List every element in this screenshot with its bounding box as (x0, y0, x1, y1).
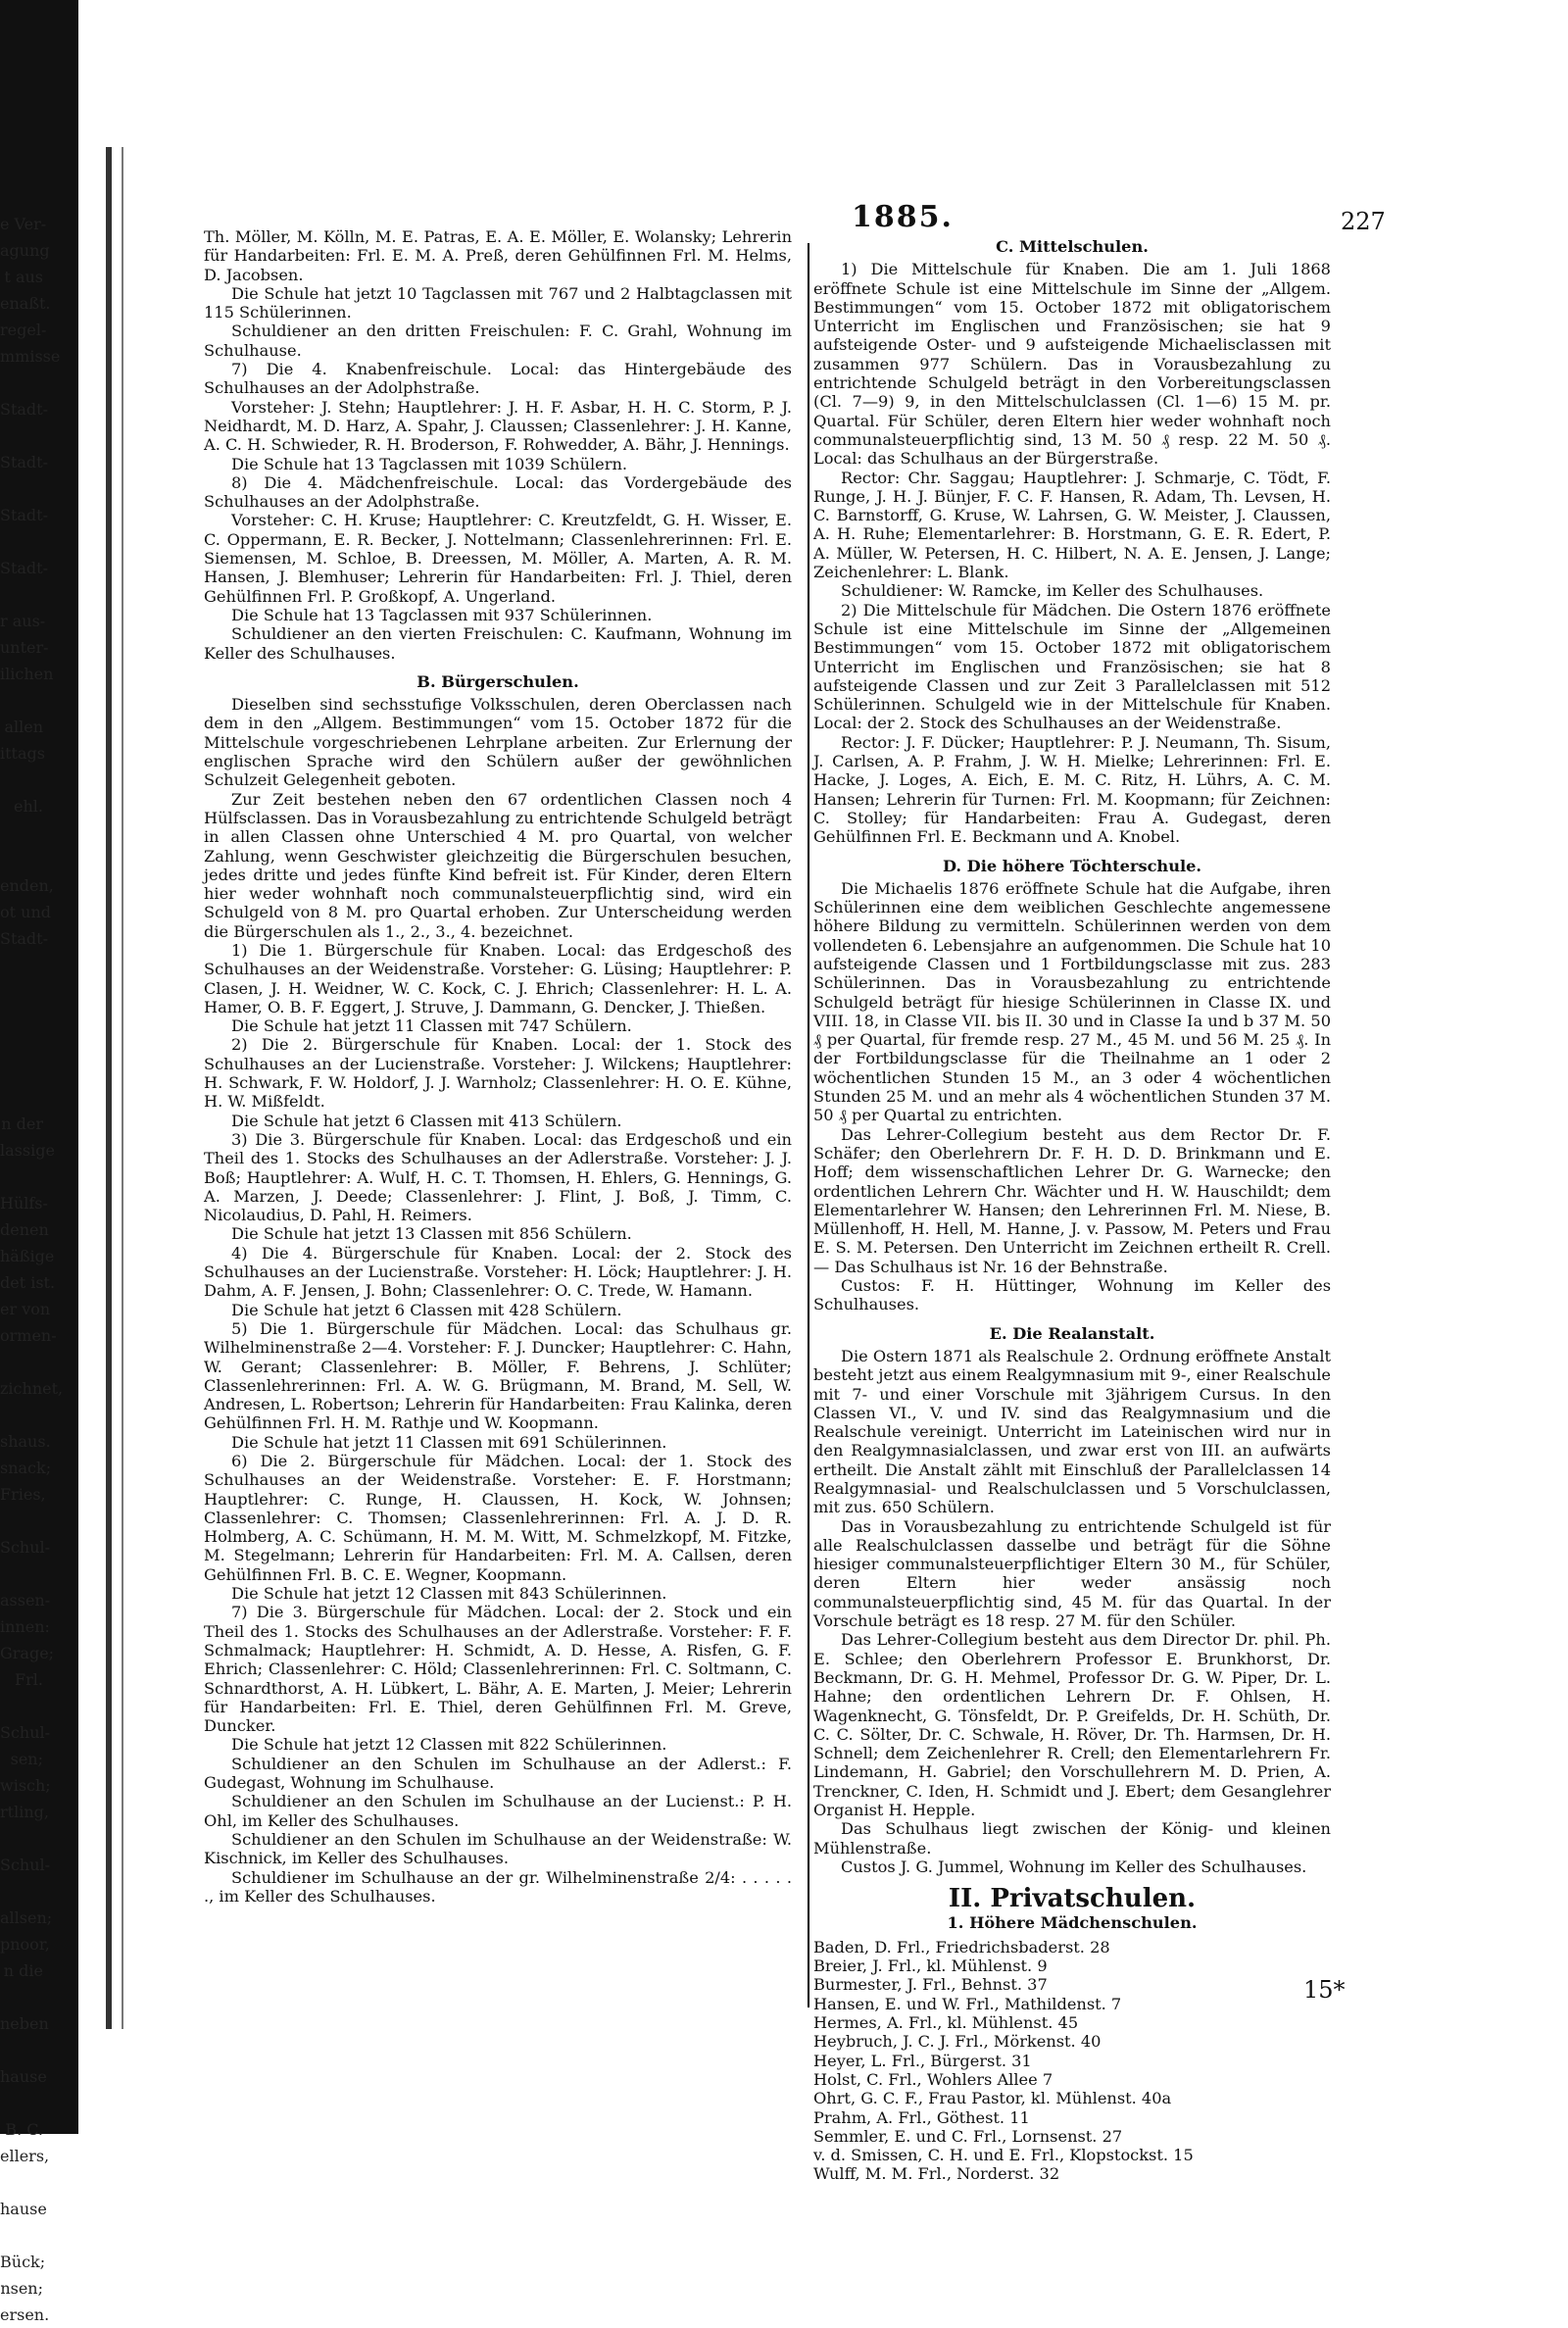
prev-page-line (0, 1508, 43, 1534)
paragraph: 6) Die 2. Bürgerschule für Mädchen. Local: der 1. Stock des Schulhauses an der Weidenstraße. Vorsteher: E. F. Horstmann; Hauptlehrer: C. Runge, H. Claussen, H. Kock, W. Johnsen; Classenlehrer: C. Thomsen; Classenlehrerinnen: Frl. A. J. D. R. Holmberg, A. C. Schümann, H. M. M. Witt, M. Schmelzkopf, M. Fitzke, M. Stegelmann; Lehrerin für Handarbeiten: Frl. M. A. Callsen, deren Gehülfinnen Frl. B. C. E. Wegner, Koopmann. (204, 1452, 792, 1584)
prev-page-line: n die (3, 1961, 43, 1980)
list-item: v. d. Smissen, C. H. und E. Frl., Klopstockst. 15 (813, 2146, 1194, 2165)
prev-page-line: nsen; (0, 2279, 43, 2298)
prev-page-line: Stadt- (0, 453, 49, 471)
paragraph: Das Lehrer-Collegium besteht aus dem Director Dr. phil. Ph. E. Schlee; den Oberlehrern Professor E. Brunkhorst, Dr. Beckmann, Dr. G. H. Mehmel, Professor Dr. G. W. Piper, Dr. L. Hahne; den ordentlichen Lehrern Dr. F. Ohlsen, H. Wagenknecht, G. Tönsfeldt, Dr. P. Greifelds, Dr. H. Schüth, Dr. C. C. Sölter, Dr. C. Schwale, H. Röver, Dr. Th. Harmsen, Dr. H. Schnell; dem Zeichenlehrer R. Crell; den Elementarlehrern Fr. Lindemann, H. Gabriel; den Vorschullehrern M. D. Prien, A. Trenckner, C. Iden, H. Schmidt und J. Ebert; dem Gesanglehrer Organist H. Hepple. (813, 1630, 1331, 1820)
paragraph: Custos J. G. Jummel, Wohnung im Keller des Schulhauses. (841, 1857, 1307, 1876)
list-item: Ohrt, G. C. F., Frau Pastor, kl. Mühlenst. 40a (813, 2089, 1172, 2108)
prev-page-line: shaus. (0, 1432, 51, 1451)
prev-page-line: ersen. (0, 2305, 50, 2324)
prev-page-line: neben (0, 2014, 49, 2033)
prev-page-line: regel- (0, 321, 47, 339)
list-item: Baden, D. Frl., Friedrichsbaderst. 28 (813, 1937, 1110, 1957)
prev-page-line: innen: (0, 1617, 50, 1636)
paragraph: Die Schule hat jetzt 10 Tagclassen mit 767 und 2 Halbtagclassen mit 115 Schülerinnen. (204, 283, 792, 322)
paragraph: Schuldiener an den Schulen im Schulhause an der Weidenstraße: W. Kischnick, im Keller des Schulhauses. (204, 1829, 792, 1868)
paragraph: 1) Die Mittelschule für Knaben. Die am 1. Juli 1868 eröffnete Schule ist eine Mittelschule im Sinne der „Allgem. Bestimmungen“ vom 15. October 1872 mit obligatorischem Unterricht im Englischen und Französischen; sie hat 9 aufsteigende Oster- und 9 aufsteigende Michaelisclassen mit zusammen 977 Schülern. Das in Vorausbezahlung zu entrichtende Schulgeld beträgt in den Vorbereitungsclassen (Cl. 7—9) 9, in den Mittelschulclassen (Cl. 1—6) 15 M. pr. Quartal. Für Schüler, deren Eltern hier weder wohnhaft noch communalsteuerpflichtig sind, 13 M. 50 ₰ resp. 22 M. 50 ₰. Local: das Schulhaus an der Bürgerstraße. (813, 260, 1331, 469)
prev-page-line (0, 1005, 43, 1031)
prev-page-line: denen (0, 1220, 49, 1239)
paragraph: Vorsteher: C. H. Kruse; Hauptlehrer: C. Kreutzfeldt, G. H. Wisser, E. C. Oppermann, E. R. Becker, J. Nottelmann; Classenlehrerinnen: Frl. E. Siemensen, M. Schloe, B. Dreessen, M. Möller, A. Marten, A. R. M. Hansen, J. Blemhuser; Lehrerin für Handarbeiten: Frl. J. Thiel, deren Gehülfinnen Frl. P. Großkopf, A. Ungerland. (204, 511, 792, 606)
paragraph: Rector: Chr. Saggau; Hauptlehrer: J. Schmarje, C. Tödt, F. Runge, J. H. J. Bünjer, F. C. F. Hansen, R. Adam, Th. Levsen, H. C. Barnstorff, G. Kruse, W. Lahrsen, G. W. Meister, J. Claussen, A. H. Ruhe; Elementarlehrer: B. Horstmann, G. E. R. Edert, P. A. Müller, W. Petersen, H. C. Hilbert, N. A. E. Jensen, J. Lange; Zeichenlehrer: L. Blank. (813, 468, 1331, 582)
prev-page-line: snack; (0, 1459, 52, 1477)
prev-page-line (0, 846, 43, 872)
prev-page-line (0, 422, 43, 449)
prev-page-line (0, 1084, 43, 1111)
paragraph: Die Schule hat jetzt 11 Classen mit 691 Schülerinnen. (231, 1432, 667, 1452)
prev-page-line: B. C. (5, 2120, 43, 2139)
prev-page-line: Stadt- (0, 929, 49, 948)
list-item: Semmler, E. und C. Frl., Lornsenst. 27 (813, 2126, 1123, 2146)
prev-page-line: pnoor, (0, 1935, 50, 1954)
prev-page-line (0, 1560, 43, 1587)
list-item: Breier, J. Frl., kl. Mühlenst. 9 (813, 1957, 1048, 1976)
list-item: Burmester, J. Frl., Behnst. 37 (813, 1975, 1048, 1995)
paragraph: Das Schulhaus liegt zwischen der König- und kleinen Mühlenstraße. (813, 1819, 1331, 1857)
paragraph: 7) Die 3. Bürgerschule für Mädchen. Local: der 2. Stock und ein Theil des 1. Stocks des Schulhauses an der Adlerstraße. Vorsteher: F. F. Schmalmack; Hauptlehrer: H. Schmidt, A. D. Hesse, A. Risfen, G. F. Ehrich; Classenlehrer: C. Höld; Classenlehrerinnen: Frl. C. Soltmann, C. Schnardthorst, A. H. Lübkert, L. Bähr, A. E. Marten, J. Meier; Lehrerin für Handarbeiten: Frl. E. Thiel, deren Gehülfinnen Frl. M. Greve, Duncker. (204, 1603, 792, 1736)
prev-page-line: Grage; (0, 1644, 55, 1662)
prev-page-line: enaßt. (0, 294, 51, 313)
left-column (204, 227, 792, 1906)
paragraph: 1) Die 1. Bürgerschule für Knaben. Local: das Erdgeschoß des Schulhauses an der Weidenstraße. Vorsteher: G. Lüsing; Hauptlehrer: P. Clasen, J. H. Weidner, W. C. Kock, C. J. Ehrich; Classenlehrer: H. L. A. Hamer, O. B. F. Eggert, J. Struve, J. Dammann, G. Dencker, J. Thießen. (204, 940, 792, 1016)
prev-page-line (0, 952, 43, 978)
prev-page-line: Hülfs- (0, 1194, 48, 1213)
paragraph: Th. Möller, M. Kölln, M. E. Patras, E. A. E. Möller, E. Wolansky; Lehrerin für Handarbeiten: Frl. E. M. A. Preß, deren Gehülfinnen Frl. M. Helms, D. Jacobsen. (204, 227, 792, 284)
paragraph: Zur Zeit bestehen neben den 67 ordentlichen Classen noch 4 Hülfsclassen. Das in Vorausbezahlung zu entrichtende Schulgeld beträgt in allen Classen ohne Unterschied 4 M. pro Quartal, von welcher Zahlung, wenn Geschwister gleichzeitig die Bürgerschulen besuchen, jedes dritte und jedes fünfte Kind befreit ist. Für Kinder, deren Eltern hier weder wohnhaft noch communalsteuerpflichtig sind, wird ein Schulgeld von 8 M. pro Quartal erhoben. Zur Unterscheidung werden die Bürgerschulen als 1., 2., 3., 4. bezeichnet. (204, 789, 792, 941)
paragraph: Schuldiener an den dritten Freischulen: F. C. Grahl, Wohnung im Schulhause. (204, 322, 792, 360)
prev-page-line (0, 2090, 43, 2116)
list-item: Hermes, A. Frl., kl. Mühlenst. 45 (813, 2013, 1079, 2033)
prev-page-line (0, 2037, 43, 2063)
list-item: Prahm, A. Frl., Göthest. 11 (813, 2107, 1030, 2127)
prev-page-line: Schul- (0, 1723, 51, 1742)
section-heading: C. Mittelschulen. (996, 237, 1149, 256)
prev-page-line: Stadt- (0, 400, 49, 419)
section-heading: II. Privatschulen. (948, 1884, 1197, 1914)
prev-page-line (0, 1164, 43, 1190)
prev-page-line: hause (0, 2200, 47, 2218)
prev-page-line: hause (0, 2067, 47, 2086)
paragraph: Schuldiener an den Schulen im Schulhause an der Lucienst.: P. H. Ohl, im Keller des Schulhauses. (204, 1792, 792, 1830)
prev-page-line: e Ver- (0, 215, 47, 233)
paragraph: Dieselben sind sechsstufige Volksschulen, deren Oberclassen nach dem in den „Allgem. Bestimmungen“ vom 15. October 1872 für die Mittelschule vorgeschriebenen Lehrplane arbeiten. Zur Erlernung der englischen Sprache wird den Schülern außer der gewöhnlichen Schulzeit Gelegenheit geboten. (204, 695, 792, 790)
prev-page-line: det ist. (0, 1273, 56, 1292)
prev-page-line (0, 2169, 43, 2196)
paragraph: Die Schule hat 13 Tagclassen mit 1039 Schülern. (231, 454, 628, 473)
prev-page-line (0, 1349, 43, 1375)
section-heading: B. Bürgerschulen. (416, 671, 579, 691)
prev-page-line (0, 1825, 43, 1852)
prev-page-line (0, 1402, 43, 1428)
prev-page-line (0, 1031, 43, 1058)
paragraph: Die Schule hat jetzt 6 Classen mit 413 Schülern. (231, 1111, 622, 1130)
printer-signature: 15* (1303, 1976, 1346, 2004)
page-spine-line (106, 147, 112, 2029)
paragraph: 2) Die Mittelschule für Mädchen. Die Ostern 1876 eröffnete Schule ist eine Mittelschule im Sinne der „Allgemeinen Bestimmungen“ vom 15. October 1872 mit obligatorischem Unterricht im Englischen und Französischen; sie hat 8 aufsteigende Classen und zur Zeit 3 Parallelclassen mit 512 Schülerinnen. Schulgeld wie in der Mittelschule für Knaben. Local: der 2. Stock des Schulhauses an der Weidenstraße. (813, 600, 1331, 733)
paragraph: Custos: F. H. Hüttinger, Wohnung im Keller des Schulhauses. (813, 1276, 1331, 1314)
paragraph: Das in Vorausbezahlung zu entrichtende Schulgeld ist für alle Realschulclassen dasselbe und beträgt für die Söhne hiesiger communalsteuerpflichtiger Eltern 30 M., für Schüler, deren Eltern hier weder ansässig noch communalsteuerpflichtig sind, 45 M. für das Quartal. In der Vorschule beträgt es 18 resp. 27 M. für den Schüler. (813, 1516, 1331, 1631)
paragraph: Schuldiener an den Schulen im Schulhause an der Adlerst.: F. Gudegast, Wohnung im Schulhause. (204, 1754, 792, 1793)
prev-page-line: Bück; (0, 2253, 46, 2271)
paragraph: Die Schule hat jetzt 12 Classen mit 822 Schülerinnen. (231, 1735, 667, 1755)
prev-page-line (0, 475, 43, 502)
prev-page-line (0, 2222, 43, 2249)
prev-page-line: lassige (0, 1141, 55, 1160)
prev-page-line: Frl. (15, 1670, 43, 1689)
paragraph: Schuldiener an den vierten Freischulen: C. Kaufmann, Wohnung im Keller des Schulhauses. (204, 624, 792, 663)
private-schools-list (813, 1938, 1331, 2184)
prev-page-line: zichnet, (0, 1379, 64, 1398)
prev-page-line: rtling, (0, 1803, 49, 1821)
prev-page-line: wisch; (0, 1776, 51, 1795)
prev-page-line: mmisse (0, 347, 61, 366)
prev-page-line (0, 581, 43, 608)
prev-page-line: r aus- (0, 612, 46, 630)
paragraph: Schuldiener: W. Ramcke, im Keller des Schulhauses. (841, 581, 1264, 601)
paragraph: Vorsteher: J. Stehn; Hauptlehrer: J. H. F. Asbar, H. H. C. Storm, P. J. Neidhardt, M. D. Harz, A. Spahr, J. Claussen; Classenlehrer: J. H. Kanne, A. C. H. Schwieder, R. H. Broderson, F. Rohwedder, A. Bähr, J. Hennings. (204, 397, 792, 455)
prev-page-line: enden, (0, 876, 54, 895)
paragraph: Die Schule hat jetzt 6 Classen mit 428 Schülern. (231, 1300, 622, 1319)
prev-page-line (0, 1058, 43, 1084)
prev-page-line: n der (1, 1114, 43, 1133)
running-head-year: 1885. (852, 200, 954, 234)
previous-page-fragment (0, 211, 64, 2328)
prev-page-line: agung (0, 241, 50, 260)
prev-page-line (0, 687, 43, 714)
prev-page-line: ittags (0, 744, 45, 763)
prev-page-line: er von (0, 1300, 51, 1318)
prev-page-line: häßige (0, 1247, 55, 1265)
prev-page-line: Stadt- (0, 559, 49, 577)
prev-page-line: unter- (0, 638, 49, 657)
paragraph: 4) Die 4. Bürgerschule für Knaben. Local: der 2. Stock des Schulhauses an der Lucienstraße. Vorsteher: H. Löck; Hauptlehrer: J. H. Dahm, A. F. Jensen, J. Bohn; Classenlehrer: O. C. Trede, W. Hamann. (204, 1243, 792, 1301)
prev-page-line (0, 1693, 43, 1719)
paragraph: 5) Die 1. Bürgerschule für Mädchen. Local: das Schulhaus gr. Wilhelminenstraße 2—4. Vorsteher: F. J. Duncker; Hauptlehrer: C. Hahn, W. Gerant; Classenlehrer: B. Möller, F. Behrens, J. Schlüter; Classenlehrerinnen: Frl. A. W. G. Brügmann, M. Brand, M. Sell, W. Andresen, L. Robertson; Lehrerin für Handarbeiten: Frau Kalinka, deren Gehülfinnen Frl. H. M. Rathje und W. Koopmann. (204, 1318, 792, 1433)
paragraph: 2) Die 2. Bürgerschule für Knaben. Local: der 1. Stock des Schulhauses an der Lucienstraße. Vorsteher: J. Wilckens; Hauptlehrer: H. Schwark, F. W. Holdorf, J. J. Warnholz; Classenlehrer: H. O. E. Kühne, H. W. Mißfeldt. (204, 1035, 792, 1112)
list-item: Hansen, E. und W. Frl., Mathildenst. 7 (813, 1994, 1122, 2013)
prev-page-line (0, 978, 43, 1005)
paragraph: Die Schule hat jetzt 12 Classen mit 843 Schülerinnen. (231, 1584, 667, 1604)
paragraph: Das Lehrer-Collegium besteht aus dem Rector Dr. F. Schäfer; den Oberlehrern Dr. F. H. D. D. Brinkmann und E. Hoff; dem wissenschaftlichen Lehrer Dr. G. Warnecke; den ordentlichen Lehrern Chr. Wächter und H. W. Hauschildt; dem Elementarlehrer W. Hansen; den Lehrerinnen Frl. M. Niese, B. Müllenhoff, H. Hell, M. Hanne, J. v. Passow, M. Peters und Frau E. S. M. Petersen. Den Unterricht im Zeichnen ertheilt R. Crell. — Das Schulhaus ist Nr. 16 der Behnstraße. (813, 1124, 1331, 1276)
paragraph: 8) Die 4. Mädchenfreischule. Local: das Vordergebäude des Schulhauses an der Adolphstraße. (204, 472, 792, 512)
section-heading: D. Die höhere Töchterschule. (942, 856, 1202, 875)
prev-page-line: allen (4, 718, 43, 736)
paragraph: Die Schule hat jetzt 13 Classen mit 856 Schülern. (231, 1224, 632, 1244)
paragraph: Schuldiener im Schulhause an der gr. Wilhelminenstraße 2/4: . . . . . ., im Keller des Schulhauses. (204, 1867, 792, 1906)
prev-page-line: Fries, (0, 1485, 46, 1504)
prev-page-line: ilichen (0, 665, 54, 683)
prev-page-line: ot und (0, 903, 51, 921)
paragraph: Die Schule hat 13 Tagclassen mit 937 Schülerinnen. (231, 605, 653, 624)
prev-page-line: assen- (0, 1591, 51, 1610)
list-item: Heybruch, J. C. J. Frl., Mörkenst. 40 (813, 2032, 1102, 2052)
prev-page-line: t aus (4, 268, 43, 286)
page-number: 227 (1341, 208, 1386, 235)
section-heading: 1. Höhere Mädchenschulen. (947, 1912, 1198, 1932)
prev-page-line: ellers, (0, 2147, 50, 2165)
page (123, 137, 1554, 2184)
right-column (813, 227, 1331, 2184)
paragraph: Die Michaelis 1876 eröffnete Schule hat die Aufgabe, ihren Schülerinnen eine dem weiblichen Geschlechte angemessene höhere Bildung zu vermitteln. Schülerinnen werden von dem vollendeten 6. Lebensjahre an aufgenommen. Die Schule hat 10 aufsteigende Classen und 1 Fortbildungsclasse mit zus. 283 Schülerinnen. Das in Vorausbezahlung zu entrichtende Schulgeld beträgt für hiesige Schülerinnen in Classe IX. und VIII. 18, in Classe VII. bis II. 30 und in Classe Ia und b 37 M. 50 ₰ per Quartal, für fremde resp. 27 M., 45 M. und 56 M. 25 ₰. In der Fortbildungsclasse für die Theilnahme an 1 oder 2 wöchentlichen Stunden 15 M., an 3 oder 4 wöchentlichen Stunden 25 M. und an mehr als 4 wöchentlichen Stunden 37 M. 50 ₰ per Quartal zu entrichten. (813, 878, 1331, 1125)
prev-page-line: allsen; (0, 1908, 53, 1927)
prev-page-line (0, 767, 43, 793)
paragraph: 3) Die 3. Bürgerschule für Knaben. Local: das Erdgeschoß und ein Theil des 1. Stocks des Schulhauses an der Adlerstraße. Vorsteher: J. J. Boß; Hauptlehrer: A. Wulf, H. C. T. Thomsen, H. Ehlers, G. Hennings, G. A. Marzen, J. Deede; Classenlehrer: J. Flint, J. Boß, J. Timm, C. Nicolaudius, D. Pahl, H. Reimers. (204, 1129, 792, 1225)
section-heading: E. Die Realanstalt. (989, 1323, 1155, 1343)
list-item: Wulff, M. M. Frl., Norderst. 32 (813, 2164, 1060, 2184)
prev-page-line: Schul- (0, 1856, 51, 1874)
prev-page-line (0, 370, 43, 396)
paragraph: Die Schule hat jetzt 11 Classen mit 747 Schülern. (231, 1016, 632, 1036)
prev-page-line: ormen- (0, 1326, 57, 1345)
prev-page-line: ehl. (14, 797, 43, 816)
list-item: Holst, C. Frl., Wohlers Allee 7 (813, 2069, 1054, 2089)
column-divider (808, 243, 809, 2007)
paragraph: 7) Die 4. Knabenfreischule. Local: das Hintergebäude des Schulhauses an der Adolphstraße. (204, 360, 792, 398)
prev-page-line (0, 1984, 43, 2010)
prev-page-line (0, 819, 43, 846)
prev-page-line: sen; (10, 1750, 43, 1768)
paragraph: Die Ostern 1871 als Realschule 2. Ordnung eröffnete Anstalt besteht jetzt aus einem Realgymnasium mit 9-, einer Realschule mit 7- und einer Vorschule mit 3jährigem Cursus. In den Classen VI., V. und IV. sind das Realgymnasium und die Realschule vereinigt. Unterricht im Lateinischen wird nur in den Realgymnasialclassen, und zwar erst von III. an aufwärts ertheilt. Die Anstalt zählt mit Einschluß der Parallelclassen 14 Realgymnasial- und Realschulclassen und 5 Vorschulclassen, mit zus. 650 Schülern. (813, 1346, 1332, 1517)
list-item: Heyer, L. Frl., Bürgerst. 31 (813, 2051, 1032, 2070)
prev-page-line: Stadt- (0, 506, 49, 524)
prev-page-line (0, 528, 43, 555)
prev-page-line: Schul- (0, 1538, 51, 1557)
prev-page-line (0, 1878, 43, 1905)
paragraph: Rector: J. F. Dücker; Hauptlehrer: P. J. Neumann, Th. Sisum, J. Carlsen, A. P. Frahm, J. W. H. Mielke; Lehrerinnen: Frl. E. Hacke, J. Loges, A. Eich, E. M. C. Ritz, H. Lührs, A. C. M. Hansen; Lehrerin für Turnen: Frl. M. Koopmann; für Zeichnen: C. Stolley; für Handarbeiten: Frau A. Gudegast, deren Gehülfinnen Frl. E. Beckmann und A. Knobel. (813, 732, 1331, 847)
